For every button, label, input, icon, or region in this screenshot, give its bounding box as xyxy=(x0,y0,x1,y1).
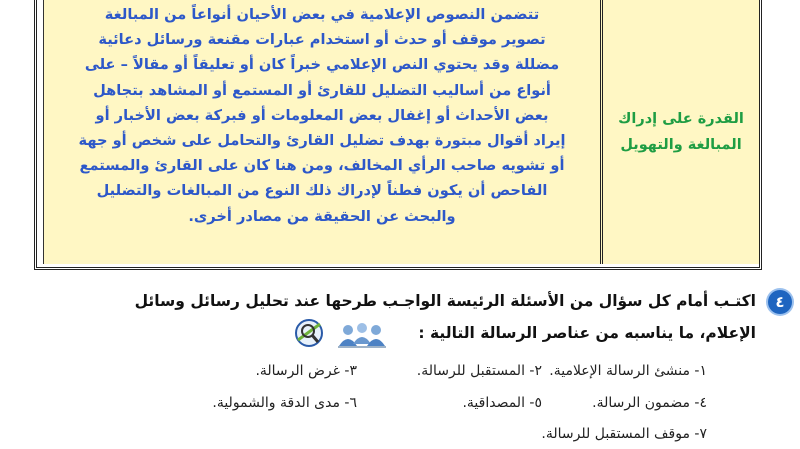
list-item-3: ٣- غرض الرسالة. xyxy=(255,363,357,379)
magnifier-icon xyxy=(296,320,322,346)
question-text-line-2: الإعلام، ما يناسبه من عناصر الرسالة التالية : xyxy=(418,324,756,342)
content-line-6: إيراد أقوال مبتورة بهدف تضليل القارئ والتحامل على شخص أو جهة xyxy=(78,132,566,150)
table-title xyxy=(618,106,744,158)
list-item-2: ٢- المستقبل للرسالة. xyxy=(416,363,542,379)
content-line-3: مضللة وقد يحتوي النص الإعلامي خبراً كان أو تعليقاً أو مقالاً – على xyxy=(84,56,560,74)
list-item-5: ٥- المصداقية. xyxy=(462,395,542,411)
content-line-1: تتضمن النصوص الإعلامية في بعض الأحيان أنواعاً من المبالغة xyxy=(104,6,540,23)
question-text-line-1: اكتـب أمام كل سؤال من الأسئلة الرئيسة الواجـب طرحها عند تحليل رسائل وسائل xyxy=(134,292,756,310)
table-title-line-1: القدرة على إدراك xyxy=(618,111,744,127)
content-line-8: الفاحص أن يكون فطناً لإدراك ذلك النوع من المبالغات والتضليل xyxy=(96,182,548,200)
table-content-cell xyxy=(43,0,603,264)
list-item-6: ٦- مدى الدقة والشمولية. xyxy=(212,395,357,411)
content-line-9: والبحث عن الحقيقة من مصادر أخرى. xyxy=(188,207,456,225)
content-table xyxy=(34,0,762,270)
content-line-4: أنواع من أساليب التضليل للقارئ أو المستمع أو المشاهد بتجاهل xyxy=(93,81,551,99)
list-item-1: ١- منشئ الرسالة الإعلامية. xyxy=(549,363,707,379)
table-title-line-2: المبالغة والتهويل xyxy=(620,137,742,153)
question-number-badge: ٤ xyxy=(768,290,792,314)
content-line-2: تصوير موقف أو حدث أو استخدام عبارات مقنعة ورسائل دعائية xyxy=(98,31,546,49)
activity-icons xyxy=(292,316,402,350)
content-line-5: بعض الأحداث أو إغفال بعض المعلومات أو فبركة بعض الأخبار أو xyxy=(95,106,549,124)
group-discussion-icon xyxy=(338,323,386,347)
content-line-7: أو تشويه صاحب الرأي المخالف، ومن هنا كان على القارئ والمستمع xyxy=(79,157,565,175)
list-item-7: ٧- موقف المستقبل للرسالة. xyxy=(541,426,707,442)
table-title-cell xyxy=(603,0,759,264)
list-item-4: ٤- مضمون الرسالة. xyxy=(592,395,707,411)
